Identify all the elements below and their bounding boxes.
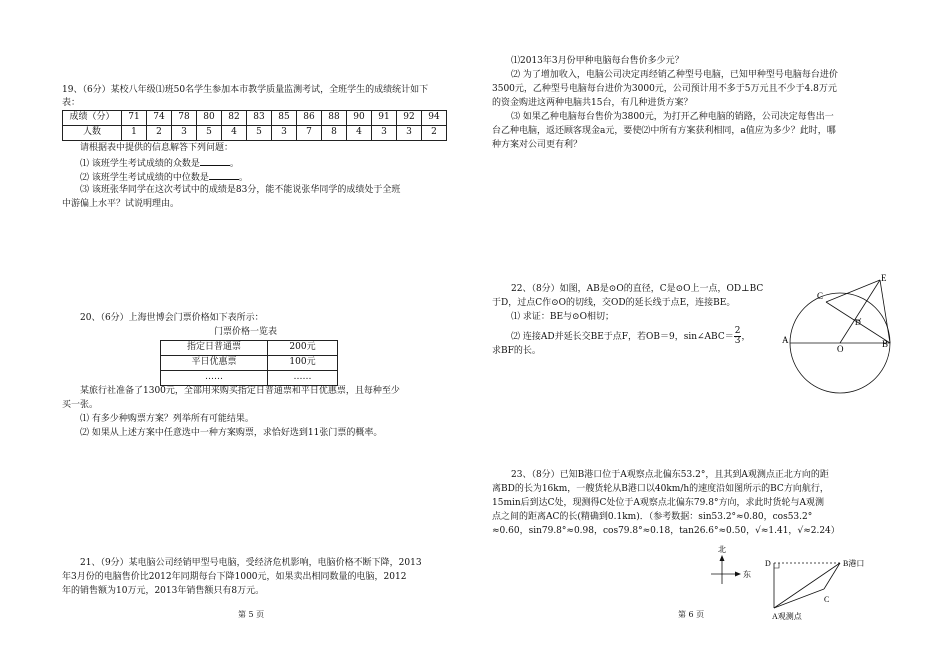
count-cell: 8 (322, 125, 347, 140)
label-c: C (817, 291, 824, 301)
sqrt-icon: √ (755, 526, 761, 536)
fraction-numerator: 2 (734, 326, 741, 336)
ticket-price: 100元 (268, 355, 338, 370)
score-cell: 85 (272, 111, 297, 126)
east-label: 东 (743, 570, 751, 579)
q21-part2-line2: 3500元，乙种型号电脑每台进价为3000元，公司预计用不多于5万元且不少于4.8万元 (492, 84, 837, 94)
ticket-price: 200元 (268, 341, 338, 356)
q20-intro: 20、（6分）上海世博会门票价格如下表所示： (80, 313, 264, 323)
ticket-table-title: 门票价格一览表 (214, 327, 278, 337)
segment-bc (824, 563, 840, 589)
q20-part2: ⑵ 如果从上述方案中任意选中一种方案购票，求恰好选到11张门票的概率。 (80, 428, 383, 438)
q22-line2: 于D，过点C作⊙O的切线，交OD的延长线于点E，连接BE。 (492, 298, 736, 308)
score-cell: 80 (197, 111, 222, 126)
q21-line3: 年的销售额为10万元，2013年销售额只有8万元。 (62, 586, 265, 596)
q22-comma: ， (741, 332, 751, 342)
ticket-name: 平日优惠票 (161, 355, 268, 370)
segment-oe (840, 280, 880, 343)
ticket-row (161, 341, 338, 356)
score-cell: 83 (247, 111, 272, 126)
compass-figure (706, 544, 756, 589)
label-e: E (881, 273, 887, 283)
tangent-ce (826, 280, 880, 302)
q22-line-end: 求BF的长。 (492, 346, 541, 356)
label-d: D (765, 559, 771, 568)
q19-part3-line2: 中游偏上水平？试说明理由。 (62, 199, 180, 209)
score-cell: 74 (147, 111, 172, 126)
score-cell: 82 (222, 111, 247, 126)
page-number-left: 第 5 页 (238, 610, 265, 619)
q20-text-line1: 某旅行社准备了1300元，全部用来购买指定日普通票和平日优惠票，且每种至少 (80, 386, 400, 396)
ticket-name: …… (161, 370, 268, 385)
sqrt-icon: √ (797, 526, 804, 536)
q19-part1-text: ⑴ 该班学生考试成绩的众数是 (80, 159, 200, 169)
count-cell: 3 (397, 125, 422, 140)
score-cell: 90 (347, 111, 372, 126)
count-cell: 3 (372, 125, 397, 140)
ticket-name: 指定日普通票 (161, 341, 268, 356)
label-a: A (782, 335, 789, 345)
q23-sqrt2-value: ≈1.41， (760, 526, 798, 536)
q22-part1: ⑴ 求证：BE与⊙O相切； (511, 312, 614, 322)
answer-blank (209, 170, 239, 180)
q23-sqrt5-value: ≈2.24） (803, 526, 840, 536)
q23-line1: 23、（8分）已知B港口位于A观察点北偏东53.2°，且其到A观测点正北方向的距 (511, 470, 829, 480)
circle-geometry-figure (782, 273, 897, 398)
q23-line5-text: ≈0.60，sin79.8°≈0.98，cos79.8°≈0.18，tan26.6°≈0.50， (492, 526, 756, 536)
ticket-row (161, 370, 338, 385)
score-cell: 91 (372, 111, 397, 126)
score-cell: 88 (322, 111, 347, 126)
q21-part3-line2: 台乙种电脑，返还顾客现金a元，要使⑵中所有方案获利相同，a值应为多少？此时，哪 (492, 126, 836, 136)
east-arrow-icon (735, 572, 741, 577)
q19-prompt: 请根据表中提供的信息解答下列问题： (80, 143, 234, 153)
count-cell: 3 (172, 125, 197, 140)
q23-line3: 15min后到达C处，现测得C处位于A观察点北偏东79.8°方向，求此时货轮与A观测 (492, 498, 824, 508)
q22-part2-text: ⑵ 连接AD并延长交BE于点F，若OB＝9，sin∠ABC＝ (511, 332, 734, 342)
score-cell: 71 (122, 111, 147, 126)
answer-blank (200, 156, 230, 166)
q19-part1-end: 。 (229, 159, 239, 169)
segment-be (880, 280, 890, 343)
page-number-right: 第 6 页 (678, 610, 705, 619)
score-cell: 94 (422, 111, 447, 126)
q21-part3-line1: ⑶ 如果乙种电脑每台售价为3800元，为打开乙种电脑的销路，公司决定每售出一 (511, 112, 834, 122)
navigation-figure (762, 553, 882, 625)
q20-part1: ⑴ 有多少种购票方案？列举所有可能结果。 (80, 414, 254, 424)
q23-line5 (492, 525, 840, 539)
score-row (63, 111, 447, 126)
q21-part2-line3: 的资金购进这两种电脑共15台，有几种进货方案？ (492, 98, 693, 108)
q21-line1: 21、（9分）某电脑公司经销甲型号电脑，受经济危机影响，电脑价格不断下降，2013 (80, 558, 422, 568)
segment-ab (774, 563, 840, 608)
score-cell: 78 (172, 111, 197, 126)
q19-part2-text: ⑵ 该班学生考试成绩的中位数是 (80, 173, 209, 183)
q19-intro-line2: 表： (62, 98, 81, 108)
count-header-label: 人数 (63, 125, 122, 140)
count-cell: 4 (222, 125, 247, 140)
q22-line1: 22、（8分）如图，AB是⊙O的直径，C是⊙O上一点，OD⊥BC (511, 284, 764, 294)
segment-ac (774, 589, 824, 608)
label-b: B (882, 339, 889, 349)
score-table (62, 110, 447, 141)
q23-line2: 离BD的长为16km，一艘货轮从B港口以40km/h的速度沿如图所示的BC方向航行， (492, 484, 829, 494)
north-arrow-icon (720, 555, 725, 561)
q21-line2: 年3月份的电脑售价比2012年同期每台下降1000元，如果卖出相同数量的电脑，2012 (62, 572, 407, 582)
ticket-row (161, 355, 338, 370)
count-cell: 1 (122, 125, 147, 140)
label-d: D (855, 318, 861, 327)
count-cell: 4 (347, 125, 372, 140)
q21-part2-line1: ⑵ 为了增加收入，电脑公司决定再经销乙种型号电脑，已知甲种型号电脑每台进价 (511, 70, 838, 80)
label-c: C (824, 595, 830, 604)
q21-part1: ⑴2013年3月份甲种电脑每台售价多少元？ (511, 56, 684, 66)
q19-intro-line1: 19、（6分）某校八年级⑴班50名学生参加本市教学质量监测考试，全班学生的成绩统计如下 (62, 85, 429, 95)
count-cell: 3 (272, 125, 297, 140)
count-row (63, 125, 447, 140)
right-angle-mark (774, 563, 779, 568)
q20-text-line2: 买一张。 (62, 400, 99, 410)
label-o: O (837, 344, 844, 354)
north-label: 北 (718, 545, 726, 554)
q19-part3-line1: ⑶ 该班张华同学在这次考试中的成绩是83分，能不能说张华同学的成绩处于全班 (80, 185, 401, 195)
score-cell: 86 (297, 111, 322, 126)
score-cell: 92 (397, 111, 422, 126)
label-b-port: B港口 (843, 559, 865, 568)
count-cell: 2 (147, 125, 172, 140)
count-cell: 5 (247, 125, 272, 140)
q19-part2-end: 。 (238, 173, 248, 183)
count-cell: 5 (197, 125, 222, 140)
q22-part2 (511, 327, 750, 346)
ticket-price-table (160, 340, 338, 386)
score-header-label: 成绩（分） (63, 111, 122, 126)
ticket-price: …… (268, 370, 338, 385)
label-a-observation: A观测点 (772, 612, 802, 621)
count-cell: 2 (422, 125, 447, 140)
q21-part3-line3: 种方案对公司更有利？ (492, 140, 583, 150)
count-cell: 7 (297, 125, 322, 140)
q23-line4: 点之间的距离AC的长(精确到0.1km)．（参考数据：sin53.2°≈0.80，cos53.2° (492, 512, 813, 522)
fraction-denominator: 3 (734, 336, 741, 346)
